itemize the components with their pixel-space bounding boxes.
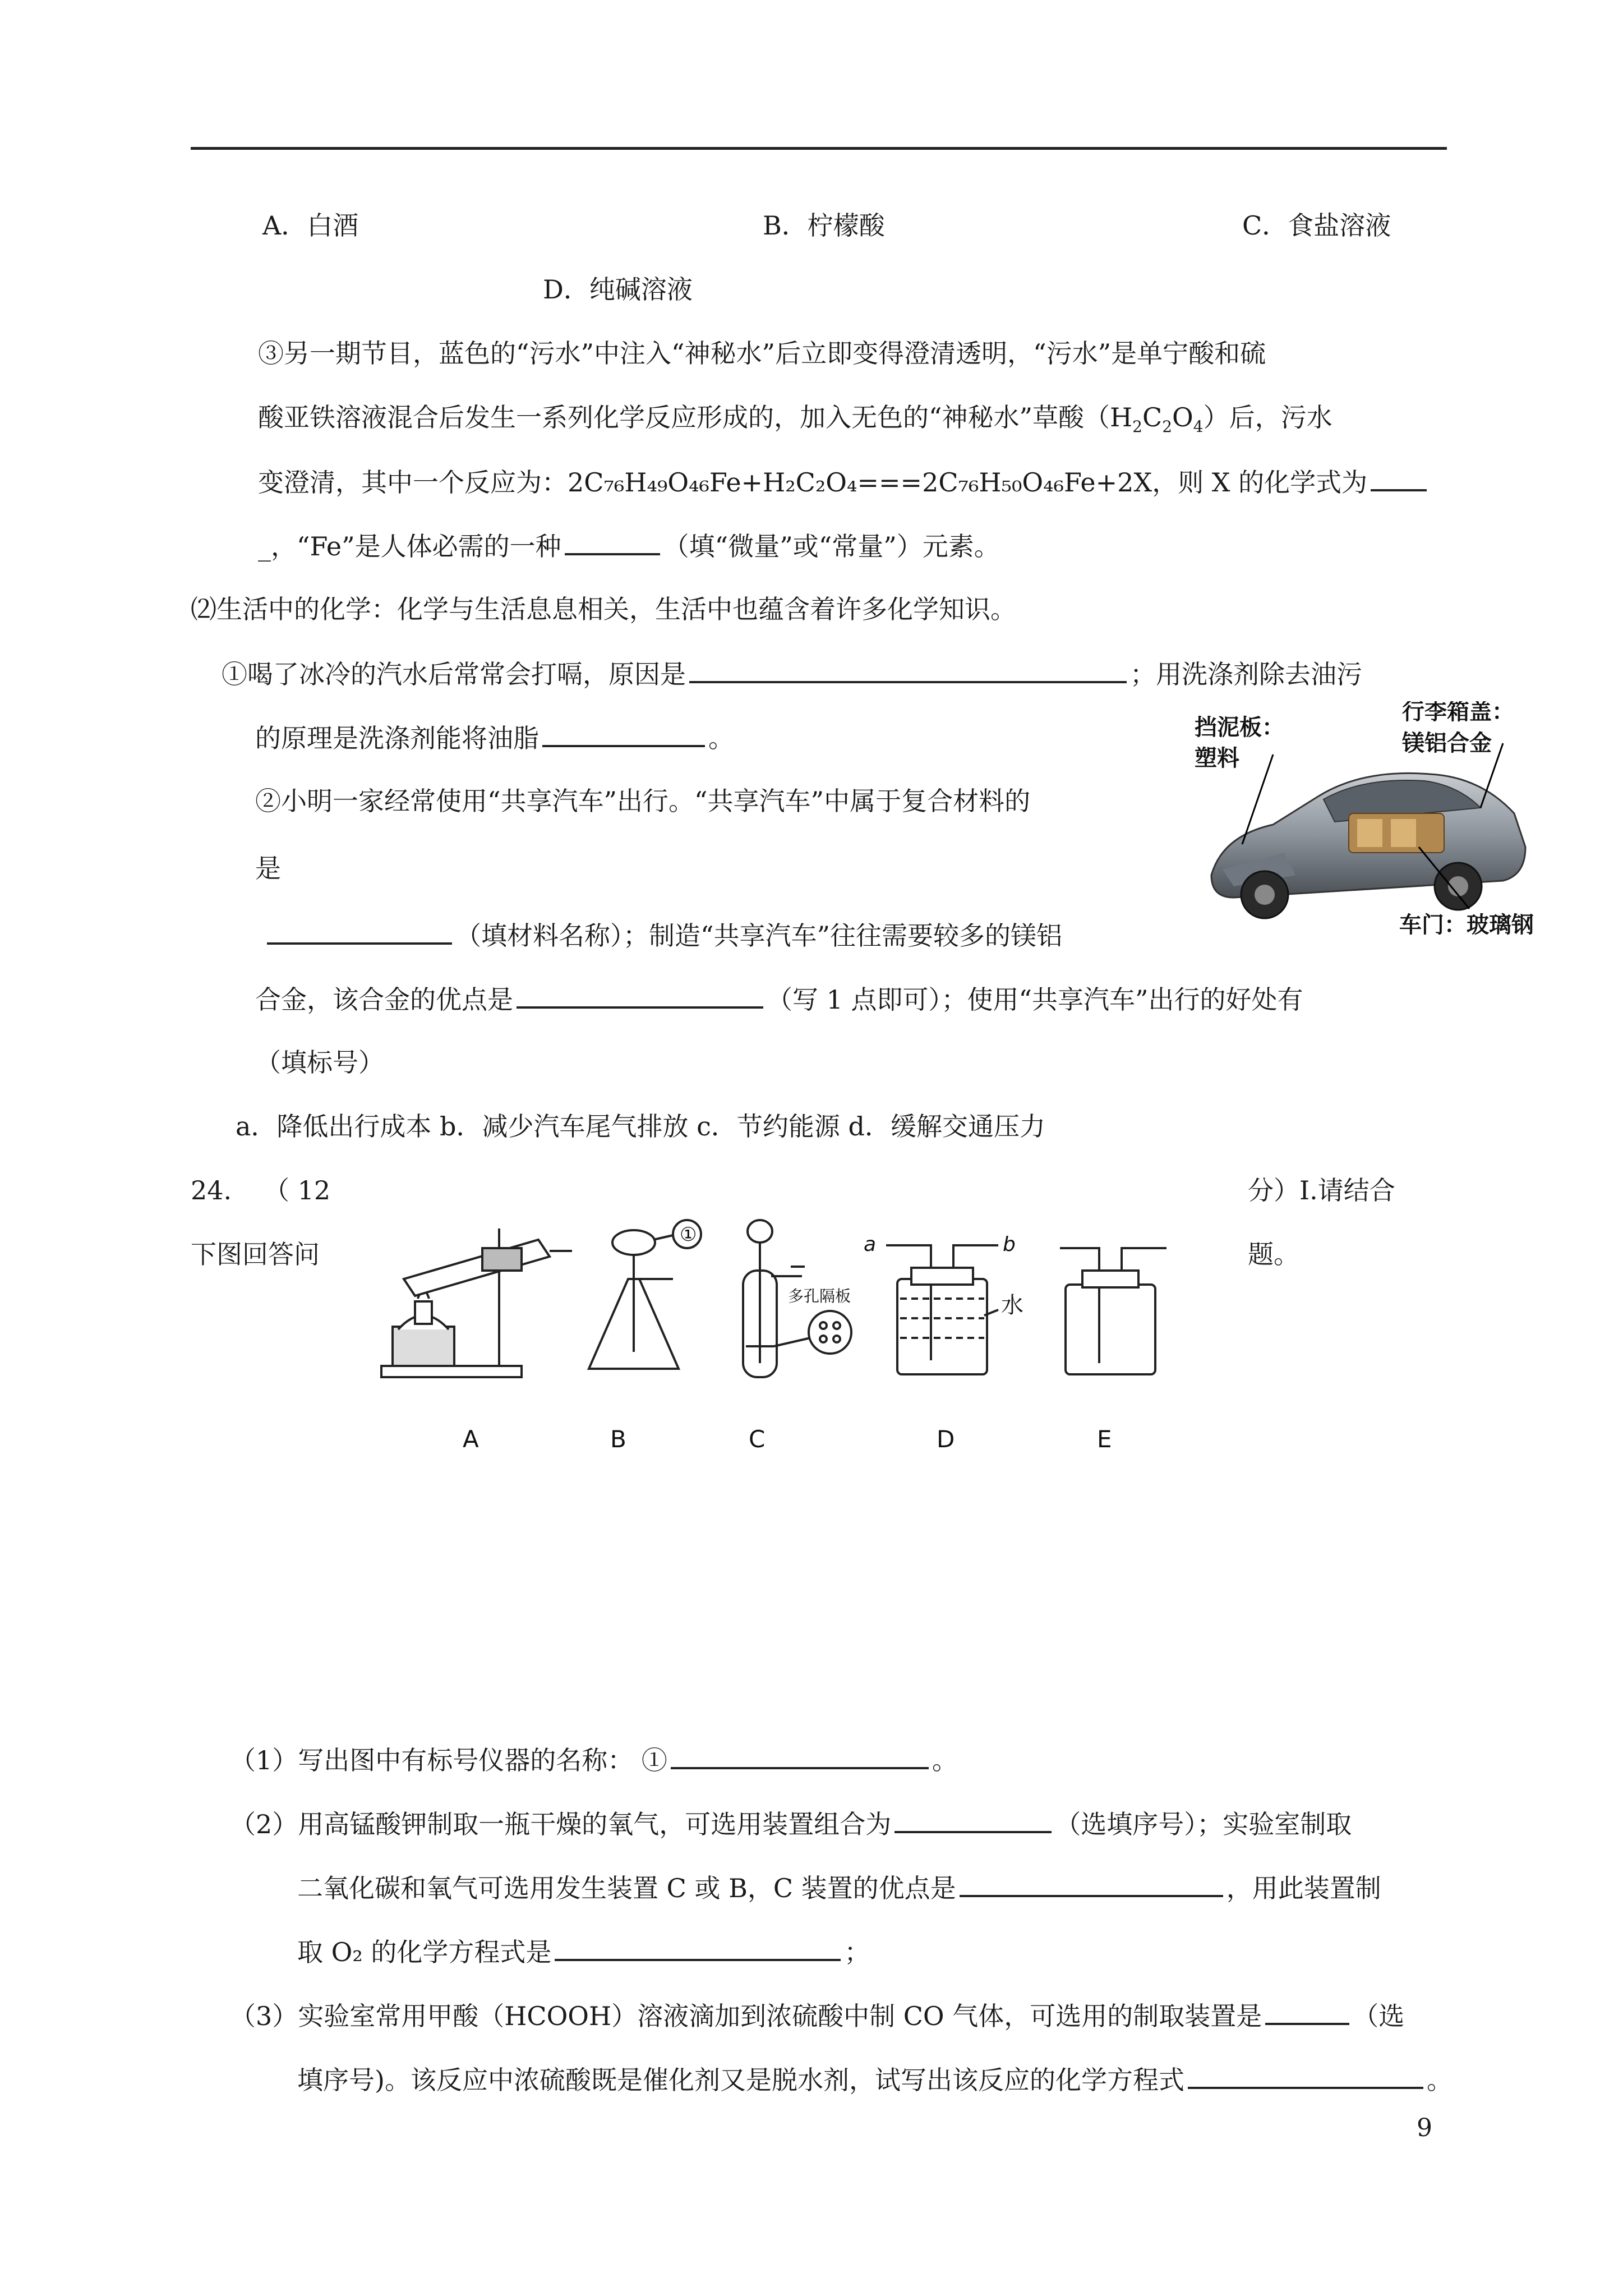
s2-q1-text-end: ；用洗涤剂除去油污: [1130, 659, 1362, 689]
q24-score: 分）Ⅰ.请结合: [1248, 1175, 1395, 1205]
section2-title: ⑵生活中的化学：化学与生活息息相关，生活中也蕴含着许多化学知识。: [191, 594, 1016, 624]
q24-paren: （ 12: [264, 1175, 331, 1205]
answer-blank[interactable]: [1371, 464, 1427, 491]
answer-blank[interactable]: [542, 720, 705, 747]
q3-line4-text: _，“Fe”是人体必需的一种: [258, 531, 561, 562]
q24-sub2-line1: [230, 1806, 1352, 1841]
answer-blank[interactable]: [689, 656, 1127, 683]
q24-sub3-line1: [230, 1998, 1404, 2033]
answer-blank[interactable]: [555, 1934, 841, 1961]
q24-sub2-text2-end: ，用此装置制: [1226, 1873, 1381, 1903]
q3-line2-text: 酸亚铁溶液混合后发生一系列化学反应形成的，加入无色的“神秘水”草酸（H: [258, 402, 1133, 432]
apparatus-label-e: E: [1097, 1425, 1112, 1453]
answer-blank[interactable]: [517, 982, 763, 1009]
q24-sub2-text3-end: ；: [844, 1937, 870, 1967]
s2-q2-line4: [255, 982, 1303, 1016]
s2-q2-text4-end: （写 1 点即可）；使用“共享汽车”出行的好处有: [767, 984, 1303, 1015]
car-label-mudguard-material: 塑料: [1195, 746, 1239, 771]
answer-blank[interactable]: [671, 1742, 929, 1769]
q3-line2-text-end: ）后，污水: [1203, 402, 1332, 432]
apparatus-d: [886, 1245, 998, 1374]
s2-q2-text3: （填材料名称）；制造“共享汽车”往往需要较多的镁铝: [455, 921, 1063, 951]
s2-q2-options: a．降低出行成本 b．减少汽车尾气排放 c．节约能源 d．缓解交通压力: [236, 1111, 1045, 1142]
car-label-door: 车门：玻璃钢: [1399, 912, 1534, 938]
page-number: 9: [1417, 2114, 1432, 2142]
s2-q2-text4: 合金，该合金的优点是: [255, 984, 513, 1015]
reaction-equation: 2C₇₆H₄₉O₄₆Fe+H₂C₂O₄===2C₇₆H₅₀O₄₆Fe+2X: [568, 467, 1152, 498]
car-label-trunk-material: 镁铝合金: [1402, 730, 1492, 756]
car-label-mudguard: 挡泥板：: [1195, 715, 1284, 740]
apparatus-label-a: A: [463, 1425, 479, 1453]
option-b: B．柠檬酸: [763, 210, 885, 241]
q24-sub1-end: 。: [932, 1745, 958, 1775]
q24-sub2-text: （2）用高锰酸钾制取一瓶干燥的氧气，可选用装置组合为: [230, 1809, 892, 1839]
q24-sub1-text: （1）写出图中有标号仪器的名称： ①: [230, 1745, 667, 1775]
q24-sub3-text-end: （选: [1353, 2001, 1405, 2031]
q24-sub2-text-end: （选填序号）；实验室制取: [1055, 1809, 1352, 1839]
port-b-label: b: [1003, 1233, 1016, 1256]
q24-sub3-text2: 填序号)。该反应中浓硫酸既是催化剂又是脱水剂，试写出该反应的化学方程式: [297, 2065, 1184, 2095]
q3-line3: [258, 464, 1430, 499]
q3-line4: [258, 528, 1000, 563]
q3-line3-text: 变澄清，其中一个反应为：: [258, 467, 568, 498]
s2-q1-text2-end: 。: [708, 723, 734, 753]
option-c: C．食盐溶液: [1242, 210, 1391, 241]
q24-left: 下图回答问: [191, 1239, 320, 1269]
apparatus-figure: [370, 1217, 1223, 1470]
water-label: 水: [1001, 1292, 1023, 1318]
answer-blank[interactable]: [960, 1870, 1223, 1897]
q3-line4-text-end: （填“微量”或“常量”）元素。: [663, 531, 1000, 562]
header-rule: [191, 147, 1447, 150]
q24-sub2-line3: [297, 1934, 870, 1969]
car-figure: [1189, 701, 1537, 948]
q24-number: 24.: [191, 1175, 232, 1205]
q24-sub2-line2: [297, 1870, 1381, 1905]
s2-q2-line2: 是: [255, 853, 281, 884]
s2-q2-line5: （填标号）: [255, 1047, 384, 1078]
port-a-label: a: [864, 1233, 877, 1256]
s2-q2-line3: [264, 918, 1062, 953]
q24-right: 题。: [1248, 1239, 1299, 1269]
option-a: A．白酒: [262, 210, 359, 241]
apparatus-a: [381, 1228, 572, 1377]
apparatus-label-b: B: [610, 1425, 626, 1453]
q24-sub3-line2: [297, 2062, 1453, 2097]
apparatus-marker: ①: [680, 1223, 697, 1246]
apparatus-label-c: C: [749, 1425, 766, 1453]
answer-blank[interactable]: [895, 1806, 1052, 1833]
q24-sub2-text2: 二氧化碳和氧气可选用发生装置 C 或 B，C 装置的优点是: [297, 1873, 956, 1903]
s2-q2-line1: ②小明一家经常使用“共享汽车”出行。“共享汽车”中属于复合材料的: [255, 786, 1031, 816]
q24-sub3-text: （3）实验室常用甲酸（HCOOH）溶液滴加到浓硫酸中制 CO 气体，可选用的制取装置是: [230, 2001, 1262, 2031]
q24-sub3-text2-end: 。: [1426, 2065, 1453, 2095]
porous-plate-label: 多孔隔板: [788, 1287, 851, 1305]
q3-line2: 酸亚铁溶液混合后发生一系列化学反应形成的，加入无色的“神秘水”草酸$(H_2C_2O_4)$后，污水: [258, 402, 1332, 436]
q3-line3-text-end: ，则 X 的化学式为: [1152, 467, 1368, 498]
s2-q1-text: ①喝了冰冷的汽水后常常会打嗝，原因是: [222, 659, 686, 689]
car-label-trunk: 行李箱盖：: [1402, 701, 1514, 725]
q3-line1: ③另一期节目，蓝色的“污水”中注入“神秘水”后立即变得澄清透明，“污水”是单宁酸和硫: [258, 338, 1266, 369]
q24-sub1: [230, 1742, 958, 1777]
apparatus-label-d: D: [937, 1425, 955, 1453]
option-d: D．纯碱溶液: [543, 274, 693, 305]
answer-blank[interactable]: [1265, 1998, 1349, 2025]
q24-sub2-text3: 取 O₂ 的化学方程式是: [297, 1937, 552, 1967]
answer-blank[interactable]: [1188, 2062, 1423, 2089]
s2-q1-text2: 的原理是洗涤剂能将油脂: [255, 723, 539, 753]
s2-q1-line1: [222, 656, 1362, 691]
answer-blank[interactable]: [565, 528, 660, 555]
apparatus-e: [1060, 1248, 1166, 1374]
s2-q1-line2: [255, 720, 734, 755]
answer-blank[interactable]: [267, 918, 452, 945]
